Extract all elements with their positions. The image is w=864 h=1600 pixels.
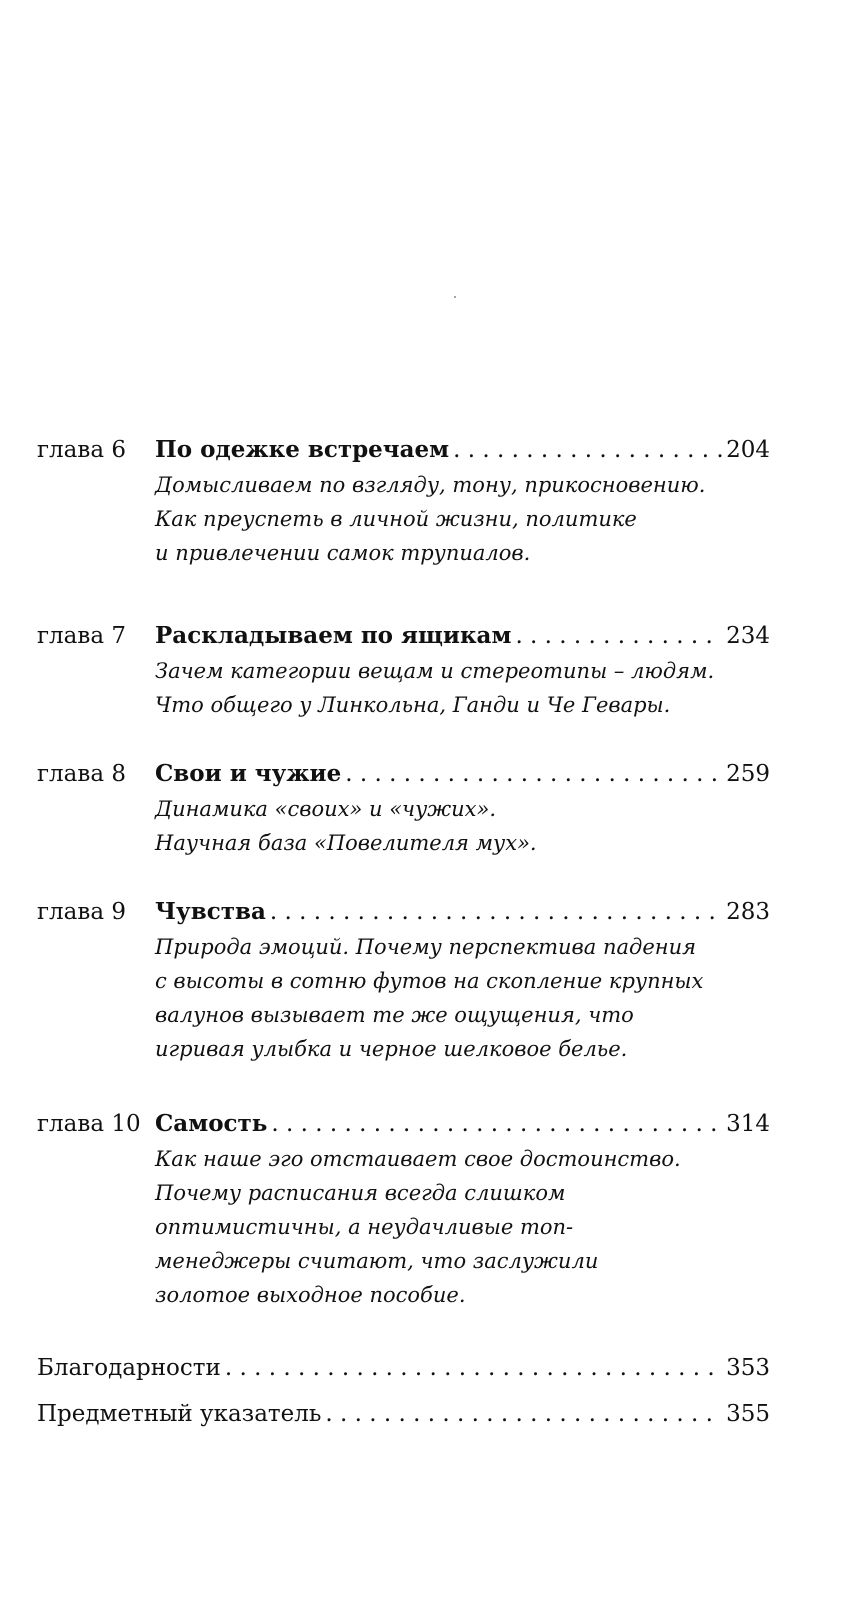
page-number: 355 bbox=[726, 1401, 770, 1427]
page-number: 259 bbox=[726, 761, 770, 787]
dot-leader bbox=[453, 432, 722, 468]
chapter-description-line: валунов вызывает те же ощущения, что bbox=[155, 1003, 634, 1027]
chapter-title[interactable]: Свои и чужие bbox=[155, 760, 342, 787]
chapter-description-line: Домысливаем по взгляду, тону, прикосновению. bbox=[155, 473, 706, 497]
toc-entry-chapter-9[interactable] bbox=[37, 894, 770, 1066]
page-number: 234 bbox=[726, 623, 770, 649]
dot-leader bbox=[271, 1106, 722, 1142]
dot-leader bbox=[225, 1350, 722, 1386]
dot-leader bbox=[325, 1396, 722, 1432]
toc-entry-acknowledgements[interactable] bbox=[37, 1350, 770, 1386]
chapter-description-line: Как преуспеть в личной жизни, политике bbox=[155, 507, 637, 531]
chapter-description-line: Что общего у Линкольна, Ганди и Че Гевары. bbox=[155, 693, 671, 717]
chapter-description-line: менеджеры считают, что заслужили bbox=[155, 1249, 599, 1273]
page-number: 353 bbox=[726, 1355, 770, 1381]
chapter-description-line: Динамика «своих» и «чужих». bbox=[155, 797, 497, 821]
chapter-title[interactable]: Раскладываем по ящикам bbox=[155, 622, 512, 649]
chapter-description-line: с высоты в сотню футов на скопление крупных bbox=[155, 969, 704, 993]
chapter-label: глава 7 bbox=[37, 623, 126, 649]
chapter-description-line: Почему расписания всегда слишком bbox=[155, 1181, 566, 1205]
chapter-description-line: оптимистичны, а неудачливые топ- bbox=[155, 1215, 574, 1239]
table-of-contents bbox=[37, 432, 770, 1432]
chapter-title[interactable]: Самость bbox=[155, 1110, 268, 1137]
chapter-title[interactable]: По одежке встречаем bbox=[155, 436, 450, 463]
chapter-description-line: игривая улыбка и черное шелковое белье. bbox=[155, 1037, 628, 1061]
chapter-title[interactable]: Чувства bbox=[155, 898, 266, 925]
chapter-description-line: Природа эмоций. Почему перспектива падения bbox=[155, 935, 697, 959]
toc-entry-chapter-6[interactable] bbox=[37, 432, 770, 570]
chapter-label: глава 8 bbox=[37, 761, 126, 787]
toc-entry-chapter-7[interactable] bbox=[37, 618, 770, 722]
entry-title[interactable]: Предметный указатель bbox=[37, 1401, 322, 1427]
entry-title[interactable]: Благодарности bbox=[37, 1355, 221, 1381]
toc-entry-chapter-10[interactable] bbox=[37, 1106, 770, 1312]
chapter-label: глава 6 bbox=[37, 437, 126, 463]
chapter-description-line: Зачем категории вещам и стереотипы – людям. bbox=[155, 659, 715, 683]
toc-entry-subject-index[interactable] bbox=[37, 1396, 770, 1432]
dot-leader bbox=[345, 756, 722, 792]
chapter-label: глава 10 bbox=[37, 1111, 141, 1137]
page-number: 314 bbox=[726, 1111, 770, 1137]
chapter-description-line: Как наше эго отстаивает свое достоинство. bbox=[155, 1147, 681, 1171]
toc-entry-chapter-8[interactable] bbox=[37, 756, 770, 860]
chapter-description-line: и привлечении самок трупиалов. bbox=[155, 541, 531, 565]
page-number: 204 bbox=[726, 437, 770, 463]
dot-leader bbox=[515, 618, 722, 654]
page-number: 283 bbox=[726, 899, 770, 925]
chapter-description-line: Научная база «Повелителя мух». bbox=[155, 831, 537, 855]
dot-leader bbox=[270, 894, 722, 930]
chapter-label: глава 9 bbox=[37, 899, 126, 925]
stray-dot-mark bbox=[454, 296, 456, 298]
chapter-description-line: золотое выходное пособие. bbox=[155, 1283, 466, 1307]
